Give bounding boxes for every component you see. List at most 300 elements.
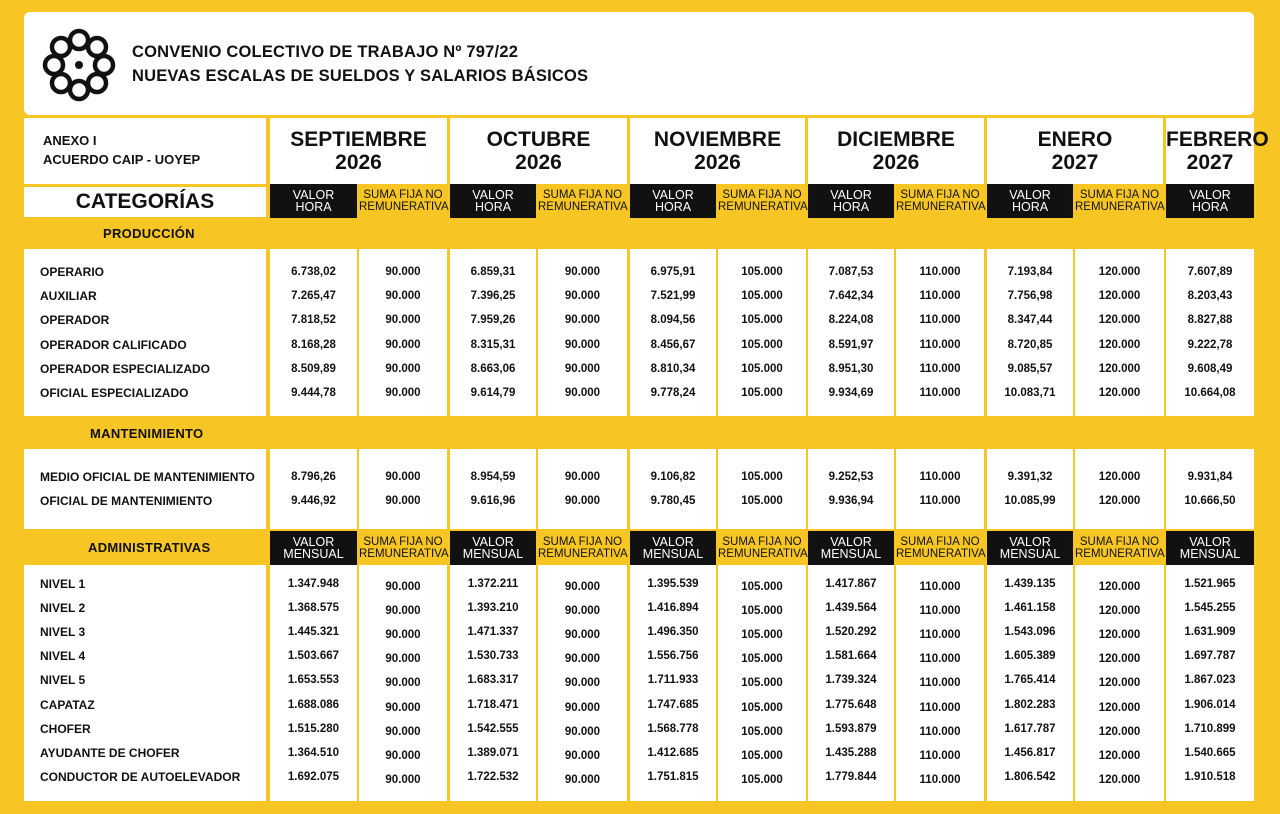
- header-line: HORA: [474, 200, 512, 214]
- month-name: OCTUBRE: [486, 128, 591, 151]
- valor-mensual-header: [808, 531, 894, 565]
- header-line: VALOR: [652, 188, 694, 202]
- valor-cell: 8.796,26: [291, 471, 336, 483]
- suma-fija-cell: 90.000: [385, 266, 421, 278]
- valor-cell: 1.556.756: [647, 650, 699, 663]
- valor-cell: 8.456,67: [650, 338, 696, 351]
- valor-cell: 1.710.899: [1184, 722, 1236, 735]
- value-column-panel: [359, 449, 447, 529]
- valor-cell: 1.747.685: [647, 698, 699, 711]
- header-line: SUMA FIJA NO: [900, 189, 980, 201]
- valor-cell: 1.779.844: [825, 770, 877, 783]
- valor-cell: 1.683.317: [467, 674, 519, 687]
- valor-cell: 8.347,44: [1007, 314, 1053, 327]
- suma-fija-cell: 105.000: [741, 495, 783, 507]
- suma-fija-cell: 105.000: [741, 387, 783, 399]
- value-column-panel: [450, 449, 536, 529]
- valor-cell: 1.543.096: [1004, 626, 1056, 639]
- valor-cell: 1.806.542: [1004, 770, 1056, 783]
- month-name: SEPTIEMBRE: [290, 128, 427, 151]
- value-column-panel: [808, 449, 894, 529]
- header-line: VALOR: [472, 535, 514, 549]
- valor-cell: 1.389.071: [467, 746, 519, 759]
- header-line: VALOR: [1009, 188, 1051, 202]
- anexo-label: ANEXO I: [43, 133, 97, 148]
- suma-fija-cell: 120.000: [1098, 581, 1141, 593]
- suma-fija-cell: 90.000: [564, 653, 601, 666]
- month-name: FEBRERO: [1166, 128, 1269, 151]
- header-line: SUMA FIJA NO: [722, 536, 802, 548]
- category-label: MEDIO OFICIAL DE MANTENIMIENTO: [40, 470, 255, 484]
- suma-fija-cell: 120.000: [1098, 362, 1141, 375]
- suma-fija-cell: 90.000: [385, 725, 421, 738]
- suma-fija-cell: 120.000: [1098, 387, 1141, 399]
- suma-fija-cell: 90.000: [385, 677, 421, 690]
- valor-cell: 7.756,98: [1007, 290, 1053, 303]
- valor-cell: 8.810,34: [650, 362, 696, 375]
- suma-fija-cell: 105.000: [741, 749, 783, 762]
- suma-fija-cell: 90.000: [564, 749, 601, 762]
- category-label: NIVEL 2: [40, 601, 86, 616]
- suma-fija-cell: 90.000: [564, 677, 601, 690]
- category-label: OPERADOR: [40, 313, 110, 328]
- valor-hora-header: [1166, 184, 1254, 218]
- suma-fija-cell: 105.000: [741, 471, 783, 483]
- header-line: SUMA FIJA NO: [363, 536, 443, 548]
- valor-cell: 1.605.389: [1004, 650, 1056, 663]
- valor-cell: 8.509,89: [291, 362, 336, 375]
- header-line: VALOR: [830, 188, 872, 202]
- suma-fija-cell: 105.000: [741, 653, 783, 666]
- info-cell: [24, 118, 266, 184]
- category-label: CAPATAZ: [40, 697, 95, 712]
- suma-fija-cell: 90.000: [385, 471, 421, 483]
- valor-cell: 9.085,57: [1007, 362, 1053, 375]
- valor-cell: 9.614,79: [470, 387, 516, 399]
- valor-cell: 1.372.211: [467, 578, 519, 590]
- suma-fija-cell: 105.000: [741, 629, 783, 642]
- month-year: 2026: [335, 151, 382, 174]
- header-line: REMUNERATIVA: [718, 548, 808, 560]
- section-title-2: ADMINISTRATIVAS: [88, 540, 211, 555]
- valor-cell: 6.975,91: [650, 266, 696, 278]
- header-line: HORA: [1011, 200, 1049, 214]
- header-line: MENSUAL: [1179, 547, 1241, 561]
- category-label: NIVEL 3: [40, 625, 86, 640]
- valor-mensual-header: [1166, 531, 1254, 565]
- valor-cell: 1.521.965: [1184, 578, 1236, 590]
- header-line: HORA: [295, 200, 332, 214]
- category-label: AYUDANTE DE CHOFER: [40, 745, 180, 760]
- suma-fija-cell: 90.000: [564, 581, 601, 593]
- suma-fija-cell: 90.000: [564, 338, 601, 351]
- valor-cell: 9.222,78: [1187, 338, 1233, 351]
- valor-mensual-header: [270, 531, 357, 565]
- valor-cell: 1.751.815: [647, 770, 699, 783]
- valor-cell: 9.931,84: [1187, 471, 1233, 483]
- suma-fija-cell: 110.000: [919, 362, 961, 375]
- valor-mensual-header: [630, 531, 716, 565]
- valor-cell: 1.545.255: [1184, 602, 1236, 615]
- suma-fija-cell: 110.000: [919, 677, 961, 690]
- valor-cell: 1.688.086: [287, 698, 340, 711]
- suma-fija-cell: 90.000: [564, 605, 601, 618]
- valor-cell: 9.934,69: [828, 387, 874, 399]
- section-title-0: PRODUCCIÓN: [103, 226, 195, 241]
- valor-cell: 9.780,45: [650, 495, 696, 507]
- category-label: NIVEL 1: [40, 577, 86, 591]
- suma-fija-cell: 120.000: [1098, 725, 1141, 738]
- header-line: HORA: [832, 200, 870, 214]
- valor-cell: 1.461.158: [1004, 602, 1056, 615]
- header-line: MENSUAL: [999, 547, 1061, 561]
- suma-fija-cell: 90.000: [564, 701, 601, 714]
- valor-cell: 1.416.894: [647, 602, 699, 615]
- valor-cell: 1.906.014: [1184, 698, 1236, 711]
- suma-fija-cell: 90.000: [385, 653, 421, 666]
- valor-cell: 10.083,71: [1004, 387, 1056, 399]
- suma-fija-cell: 105.000: [741, 581, 783, 593]
- valor-cell: 8.168,28: [291, 338, 336, 351]
- header-line: REMUNERATIVA: [896, 548, 986, 560]
- suma-fija-cell: 120.000: [1098, 605, 1141, 618]
- suma-fija-cell: 105.000: [741, 605, 783, 618]
- suma-fija-header: [359, 531, 447, 565]
- suma-fija-cell: 110.000: [919, 725, 961, 738]
- suma-fija-cell: 120.000: [1098, 629, 1141, 642]
- header-line: MENSUAL: [283, 547, 344, 561]
- valor-mensual-header: [987, 531, 1073, 565]
- suma-fija-cell: 90.000: [564, 629, 601, 642]
- valor-cell: 1.530.733: [467, 650, 519, 663]
- suma-fija-cell: 120.000: [1098, 266, 1141, 278]
- document-title: CONVENIO COLECTIVO DE TRABAJO Nº 797/22: [132, 43, 519, 61]
- suma-fija-cell: 120.000: [1098, 338, 1141, 351]
- month-year: 2027: [1186, 151, 1234, 174]
- suma-fija-cell: 110.000: [919, 387, 961, 399]
- suma-fija-cell: 90.000: [385, 773, 421, 786]
- header-line: SUMA FIJA NO: [542, 189, 623, 201]
- month-header-4: [987, 118, 1163, 184]
- month-header-3: [808, 118, 984, 184]
- month-name: ENERO: [1037, 128, 1113, 151]
- valor-cell: 9.444,78: [291, 387, 336, 399]
- valor-cell: 1.910.518: [1184, 770, 1236, 783]
- document-header: [24, 12, 1254, 115]
- header-line: REMUNERATIVA: [1075, 201, 1165, 213]
- suma-fija-cell: 90.000: [385, 495, 421, 507]
- header-line: MENSUAL: [820, 547, 882, 561]
- valor-cell: 1.775.648: [825, 698, 877, 711]
- suma-fija-cell: 110.000: [919, 290, 961, 303]
- suma-fija-cell: 110.000: [919, 653, 961, 666]
- valor-cell: 1.568.778: [647, 722, 699, 735]
- header-line: REMUNERATIVA: [538, 548, 628, 560]
- header-line: VALOR: [830, 535, 872, 549]
- suma-fija-cell: 120.000: [1098, 749, 1141, 762]
- valor-cell: 9.608,49: [1187, 362, 1233, 375]
- valor-cell: 8.203,43: [1187, 290, 1233, 303]
- suma-fija-cell: 120.000: [1098, 495, 1141, 507]
- valor-cell: 1.395.539: [647, 578, 699, 590]
- valor-cell: 10.666,50: [1184, 495, 1236, 507]
- valor-cell: 7.193,84: [1007, 266, 1053, 278]
- header-line: VALOR: [1009, 535, 1051, 549]
- valor-cell: 8.663,06: [470, 362, 516, 375]
- category-label: CONDUCTOR DE AUTOELEVADOR: [40, 769, 241, 784]
- valor-cell: 1.542.555: [467, 722, 519, 735]
- month-year: 2027: [1051, 151, 1099, 174]
- category-label: CHOFER: [40, 721, 91, 736]
- valor-cell: 1.439.564: [825, 602, 877, 615]
- suma-fija-cell: 110.000: [919, 581, 961, 593]
- suma-fija-cell: 90.000: [385, 338, 421, 351]
- suma-fija-cell: 90.000: [385, 629, 421, 642]
- valor-cell: 8.094,56: [650, 314, 696, 327]
- valor-cell: 1.515.280: [287, 722, 340, 735]
- valor-hora-header: [270, 184, 357, 218]
- value-column-panel: [1075, 449, 1164, 529]
- valor-cell: 9.252,53: [828, 471, 874, 483]
- month-name: DICIEMBRE: [837, 128, 955, 151]
- value-column-panel: [538, 449, 627, 529]
- suma-fija-cell: 110.000: [919, 266, 961, 278]
- section-title-1: MANTENIMIENTO: [90, 426, 204, 441]
- header-line: SUMA FIJA NO: [722, 189, 802, 201]
- valor-cell: 1.718.471: [467, 698, 519, 711]
- suma-fija-cell: 110.000: [919, 338, 961, 351]
- suma-fija-cell: 120.000: [1098, 314, 1141, 327]
- suma-fija-cell: 120.000: [1098, 773, 1141, 786]
- header-line: SUMA FIJA NO: [1079, 189, 1160, 201]
- valor-cell: 7.521,99: [650, 290, 696, 303]
- valor-cell: 6.859,31: [470, 266, 516, 278]
- valor-mensual-header: [450, 531, 536, 565]
- month-name: NOVIEMBRE: [653, 128, 782, 151]
- value-column-panel: [896, 449, 984, 529]
- suma-fija-cell: 90.000: [385, 290, 421, 303]
- month-header-1: [450, 118, 627, 184]
- valor-cell: 9.616,96: [470, 495, 516, 507]
- header-line: MENSUAL: [462, 547, 524, 561]
- valor-cell: 1.722.532: [467, 770, 519, 783]
- suma-fija-header: [1075, 531, 1164, 565]
- valor-cell: 7.607,89: [1187, 266, 1233, 278]
- suma-fija-cell: 90.000: [385, 605, 421, 618]
- valor-cell: 8.954,59: [470, 471, 516, 483]
- suma-fija-cell: 110.000: [919, 749, 961, 762]
- valor-cell: 8.591,97: [828, 338, 874, 351]
- valor-cell: 1.520.292: [825, 626, 877, 639]
- value-column-panel: [718, 449, 806, 529]
- valor-cell: 1.439.135: [1004, 578, 1056, 590]
- category-label: OFICIAL DE MANTENIMIENTO: [40, 494, 213, 508]
- valor-cell: 7.959,26: [470, 314, 516, 327]
- header-line: MENSUAL: [642, 547, 704, 561]
- suma-fija-cell: 120.000: [1098, 471, 1141, 483]
- valor-cell: 10.664,08: [1184, 387, 1236, 399]
- category-label: AUXILIAR: [40, 289, 97, 304]
- header-line: VALOR: [1189, 188, 1231, 202]
- valor-cell: 1.412.685: [647, 746, 699, 759]
- valor-cell: 1.739.324: [825, 674, 877, 687]
- suma-fija-header: [359, 184, 447, 218]
- valor-cell: 6.738,02: [291, 266, 336, 278]
- suma-fija-cell: 110.000: [919, 314, 961, 327]
- suma-fija-cell: 120.000: [1098, 653, 1141, 666]
- header-line: SUMA FIJA NO: [542, 536, 623, 548]
- month-year: 2026: [872, 151, 920, 174]
- valor-hora-header: [450, 184, 536, 218]
- valor-cell: 1.631.909: [1184, 626, 1236, 639]
- suma-fija-cell: 90.000: [564, 495, 601, 507]
- suma-fija-cell: 110.000: [919, 701, 961, 714]
- category-label: OPERARIO: [40, 265, 105, 279]
- suma-fija-cell: 110.000: [919, 773, 961, 786]
- union-logo-icon: [42, 28, 116, 102]
- suma-fija-cell: 105.000: [741, 773, 783, 786]
- suma-fija-cell: 120.000: [1098, 701, 1141, 714]
- valor-cell: 7.818,52: [291, 314, 336, 327]
- suma-fija-cell: 90.000: [564, 725, 601, 738]
- header-line: REMUNERATIVA: [359, 548, 449, 560]
- suma-fija-cell: 90.000: [564, 471, 601, 483]
- suma-fija-header: [538, 184, 627, 218]
- valor-cell: 8.827,88: [1187, 314, 1233, 327]
- valor-cell: 8.315,31: [470, 338, 516, 351]
- value-column-panel: [270, 449, 357, 529]
- suma-fija-cell: 120.000: [1098, 677, 1141, 690]
- suma-fija-cell: 90.000: [564, 773, 601, 786]
- suma-fija-header: [718, 531, 806, 565]
- suma-fija-cell: 105.000: [741, 266, 783, 278]
- suma-fija-cell: 90.000: [564, 290, 601, 303]
- valor-cell: 1.711.933: [647, 674, 699, 687]
- value-column-panel: [987, 449, 1073, 529]
- valor-cell: 1.445.321: [287, 626, 340, 639]
- month-header-5: [1166, 118, 1269, 184]
- valor-cell: 9.446,92: [291, 495, 336, 507]
- suma-fija-cell: 90.000: [385, 701, 421, 714]
- category-label: OFICIAL ESPECIALIZADO: [40, 386, 189, 400]
- suma-fija-cell: 110.000: [919, 471, 961, 483]
- valor-cell: 10.085,99: [1004, 495, 1056, 507]
- valor-cell: 1.496.350: [647, 626, 699, 639]
- suma-fija-cell: 105.000: [741, 314, 783, 327]
- suma-fija-cell: 90.000: [564, 266, 601, 278]
- valor-cell: 1.593.879: [825, 722, 877, 735]
- valor-cell: 1.692.075: [287, 770, 340, 783]
- valor-cell: 8.224,08: [828, 314, 874, 327]
- category-label: OPERADOR ESPECIALIZADO: [40, 361, 211, 376]
- category-label: NIVEL 5: [40, 673, 86, 688]
- valor-cell: 1.617.787: [1004, 722, 1056, 735]
- header-line: VALOR: [292, 188, 335, 202]
- valor-cell: 9.936,94: [828, 495, 874, 507]
- header-line: VALOR: [1189, 535, 1231, 549]
- suma-fija-cell: 110.000: [919, 605, 961, 618]
- acuerdo-label: ACUERDO CAIP - UOYEP: [43, 152, 201, 167]
- suma-fija-cell: 105.000: [741, 362, 783, 375]
- suma-fija-cell: 90.000: [385, 581, 421, 593]
- suma-fija-cell: 105.000: [741, 290, 783, 303]
- valor-cell: 8.951,30: [828, 362, 874, 375]
- suma-fija-cell: 110.000: [919, 629, 961, 642]
- valor-cell: 1.368.575: [287, 602, 340, 615]
- suma-fija-cell: 90.000: [564, 387, 601, 399]
- valor-cell: 7.087,53: [828, 266, 874, 278]
- suma-fija-header: [1075, 184, 1164, 218]
- valor-cell: 1.802.283: [1004, 698, 1056, 711]
- suma-fija-cell: 105.000: [741, 677, 783, 690]
- suma-fija-header: [896, 531, 984, 565]
- valor-hora-header: [987, 184, 1073, 218]
- valor-hora-header: [630, 184, 716, 218]
- header-line: SUMA FIJA NO: [363, 189, 443, 201]
- category-label: OPERADOR CALIFICADO: [40, 337, 187, 352]
- month-year: 2026: [515, 151, 562, 174]
- suma-fija-cell: 105.000: [741, 701, 783, 714]
- header-line: REMUNERATIVA: [359, 201, 449, 213]
- valor-cell: 1.765.414: [1004, 674, 1056, 687]
- header-line: HORA: [1191, 200, 1229, 214]
- valor-cell: 1.697.787: [1184, 650, 1236, 663]
- suma-fija-cell: 105.000: [741, 725, 783, 738]
- header-line: REMUNERATIVA: [718, 201, 808, 213]
- valor-cell: 7.265,47: [291, 290, 336, 303]
- valor-cell: 9.778,24: [650, 387, 696, 399]
- month-year: 2026: [694, 151, 741, 174]
- valor-cell: 1.364.510: [287, 746, 340, 759]
- suma-fija-cell: 90.000: [385, 749, 421, 762]
- header-line: VALOR: [472, 188, 514, 202]
- suma-fija-cell: 90.000: [385, 362, 421, 375]
- valor-cell: 1.456.817: [1004, 746, 1056, 759]
- suma-fija-cell: 90.000: [564, 362, 601, 375]
- valor-cell: 1.347.948: [287, 578, 340, 590]
- category-label: NIVEL 4: [40, 649, 86, 664]
- document-subtitle: NUEVAS ESCALAS DE SUELDOS Y SALARIOS BÁSICOS: [132, 67, 589, 85]
- valor-cell: 7.642,34: [828, 290, 874, 303]
- suma-fija-cell: 90.000: [385, 387, 421, 399]
- suma-fija-cell: 105.000: [741, 338, 783, 351]
- header-line: HORA: [654, 200, 692, 214]
- valor-cell: 9.391,32: [1007, 471, 1053, 483]
- valor-cell: 1.867.023: [1184, 674, 1236, 687]
- header-line: VALOR: [292, 535, 335, 549]
- valor-cell: 9.106,82: [650, 471, 696, 483]
- valor-cell: 1.653.553: [287, 674, 340, 687]
- suma-fija-cell: 90.000: [385, 314, 421, 327]
- suma-fija-header: [896, 184, 984, 218]
- header-line: REMUNERATIVA: [538, 201, 628, 213]
- header-line: REMUNERATIVA: [1075, 548, 1165, 560]
- valor-cell: 7.396,25: [470, 290, 516, 303]
- valor-cell: 1.393.210: [467, 602, 519, 615]
- suma-fija-header: [718, 184, 806, 218]
- valor-cell: 8.720,85: [1007, 338, 1053, 351]
- categorias-label: CATEGORÍAS: [24, 187, 266, 217]
- valor-cell: 1.540.665: [1184, 746, 1236, 759]
- valor-cell: 1.581.664: [825, 650, 877, 663]
- valor-hora-header: [808, 184, 894, 218]
- section-label-panel: [24, 449, 266, 529]
- suma-fija-header: [538, 531, 627, 565]
- month-header-2: [630, 118, 805, 184]
- suma-fija-cell: 120.000: [1098, 290, 1141, 303]
- value-column-panel: [630, 449, 716, 529]
- month-header-0: [270, 118, 447, 184]
